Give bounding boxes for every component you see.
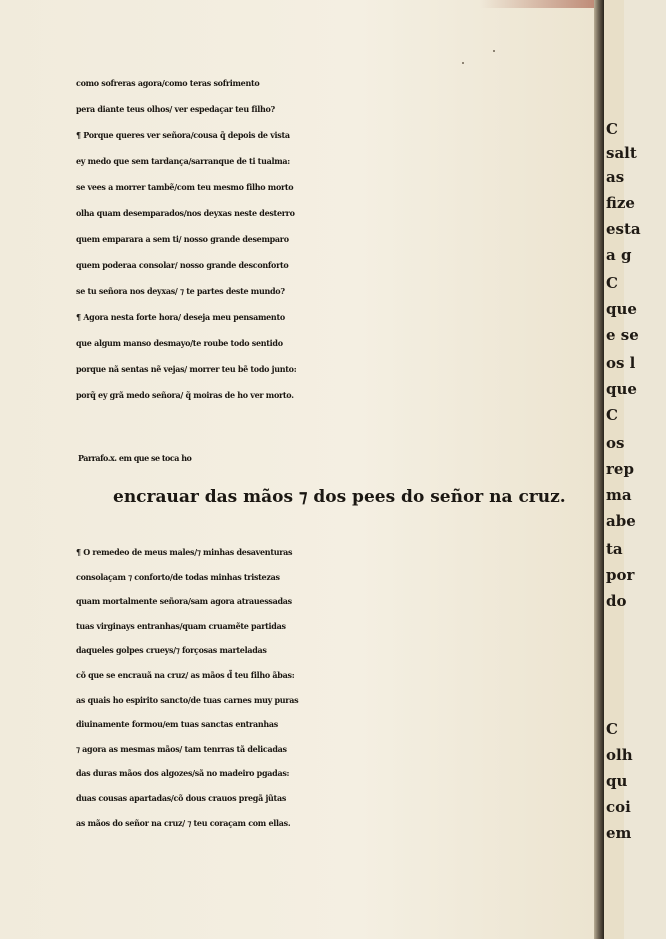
verse-line: pera diante teus olhos/ ver espedaçar teu filho? [76,104,275,114]
verse-line: cõ que se encrauã na cruz/ as mãos d̃ teu filho ãbas: [76,669,295,680]
margin-fragment: salt [606,144,637,162]
verse-line: ¶ Agora nesta forte hora/ deseja meu pensamento [76,312,285,322]
page-stain [480,0,600,8]
margin-fragment: e se [606,326,639,344]
margin-fragment: ma [606,486,632,504]
verse-line: tuas virginays entranhas/quam cruamẽte partidas [76,620,286,631]
margin-fragment: coi [606,798,631,816]
margin-fragment: os l [606,354,636,372]
verse-line: ⁊ agora as mesmas mãos/ tam tenrras tã delicadas [76,743,287,754]
verse-line: como sofreras agora/como teras sofrimento [76,78,260,88]
verse-block-top [76,70,596,408]
verse-line: diuinamente formou/em tuas sanctas entranhas [76,719,278,730]
verse-line: porq̃ ey grã medo señora/ q̃ moiras de ho ver morto. [76,390,294,400]
verse-line: consolaçam ⁊ conforto/de todas minhas tristezas [76,571,280,582]
verse-line: que algum manso desmayo/te roube todo sentido [76,338,283,348]
margin-fragment: em [606,824,632,842]
verse-line: das duras mãos dos algozes/sã no madeiro pgadas: [76,768,290,779]
verse-line: quem emparara a sem ti/ nosso grande desemparo [76,234,289,244]
margin-fragment: C [606,720,618,738]
verse-line: as mãos do señor na cruz/ ⁊ teu coraçam com ellas. [76,817,291,828]
section-subheading: encrauar das mãos ⁊ dos pees do señor na cruz. [113,487,566,507]
verse-line: se vees a morrer tambẽ/com teu mesmo filho morto [76,182,294,192]
margin-fragment: ta [606,540,623,558]
margin-fragment: fize [606,194,635,212]
verse-line: ¶ O remedeo de meus males/⁊ minhas desaventuras [76,547,293,557]
margin-fragment: rep [606,460,634,478]
margin-fragment: por [606,566,635,584]
section-heading: Parrafo.x. em que se toca ho [78,453,192,463]
verse-line: daqueles golpes crueys/⁊ forçosas marteladas [76,645,267,656]
ink-speck [462,62,464,64]
verse-line: quam mortalmente señora/sam agora atrauessadas [76,596,292,607]
margin-fragment: que [606,380,637,398]
verse-line: duas cousas apartadas/cõ dous crauos pregã jũtas [76,792,287,803]
margin-fragment: qu [606,772,628,790]
verse-line: ey medo que sem tardança/sarranque de ti tualma: [76,156,290,166]
verse-line: quem poderaa consolar/ nosso grande desconforto [76,260,289,270]
margin-fragment: olh [606,746,633,764]
margin-fragment: os [606,434,625,452]
verse-line: olha quam desemparados/nos deyxas neste desterro [76,208,295,218]
margin-fragment: a g [606,246,632,264]
margin-fragment: esta [606,220,641,238]
margin-fragment: as [606,168,625,186]
ink-speck [493,50,495,52]
verse-line: porque nã sentas nẽ vejas/ morrer teu bẽ todo junto: [76,364,297,374]
margin-fragment: que [606,300,637,318]
margin-fragment: abe [606,512,636,530]
verse-block-bottom [76,540,596,835]
verse-line: as quais ho espirito sancto/de tuas carnes muy puras [76,694,299,705]
verse-line: ¶ Porque queres ver señora/cousa q̃ depois de vista [76,130,290,140]
verse-line: se tu señora nos deyxas/ ⁊ te partes deste mundo? [76,286,285,296]
margin-fragment: C [606,120,618,138]
margin-fragment: C [606,406,618,424]
margin-fragment: do [606,592,627,610]
facing-page-edge [604,0,641,939]
margin-fragment: C [606,274,618,292]
